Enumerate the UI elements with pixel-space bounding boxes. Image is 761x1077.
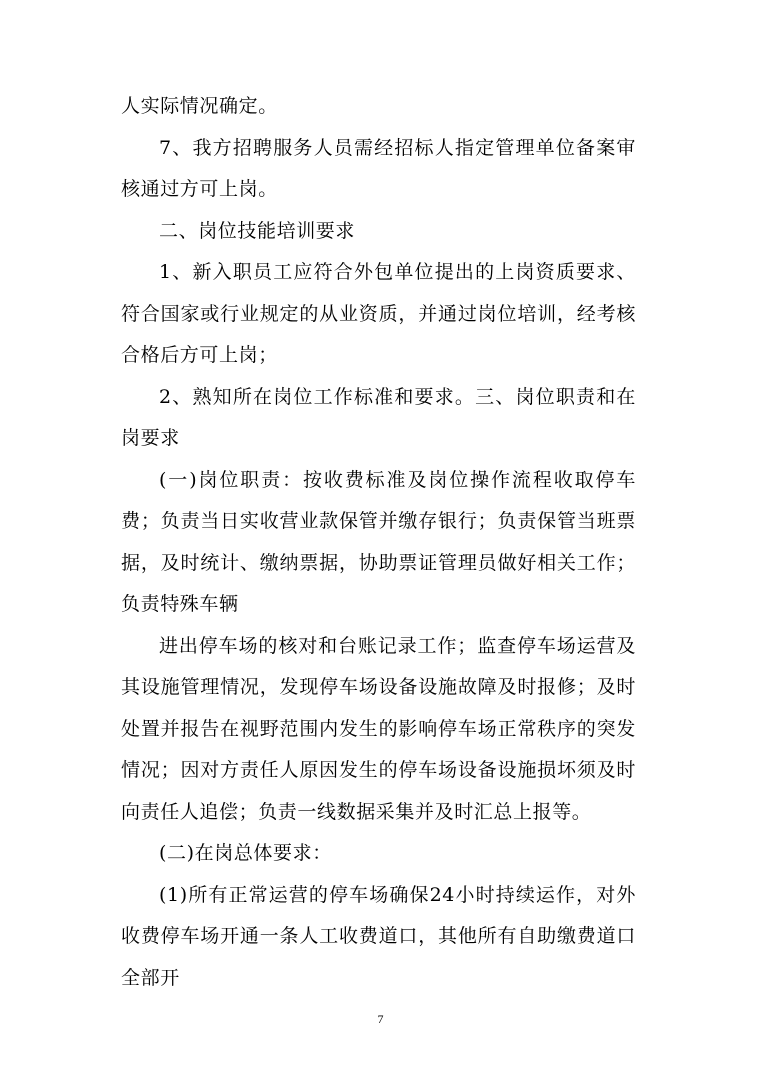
paragraph-6: (一)岗位职责：按收费标准及岗位操作流程收取停车费；负责当日实收营业款保管并缴存银行；负责保管当班票据，及时统计、缴纳票据，协助票证管理员做好相关工作；负责特殊车辆 xyxy=(121,468,636,615)
paragraph-2: 7、我方招聘服务人员需经招标人指定管理单位备案审核通过方可上岗。 xyxy=(121,136,636,200)
page-number: 7 xyxy=(377,1012,384,1026)
paragraph-9: (1)所有正常运营的停车场确保24小时持续运作，对外收费停车场开通一条人工收费道口，其他所有自助缴费道口全部开 xyxy=(121,883,636,989)
document-body xyxy=(121,86,636,999)
paragraph-5: 2、熟知所在岗位工作标准和要求。三、岗位职责和在岗要求 xyxy=(121,385,636,449)
paragraph-4: 1、新入职员工应符合外包单位提出的上岗资质要求、符合国家或行业规定的从业资质，并通过岗位培训，经考核合格后方可上岗； xyxy=(121,261,636,366)
paragraph-1: 人实际情况确定。 xyxy=(121,95,278,117)
paragraph-7: 进出停车场的核对和台账记录工作；监查停车场运营及其设施管理情况，发现停车场设备设施故障及时报修；及时处置并报告在视野范围内发生的影响停车场正常秩序的突发情况；因对方责任人原因发生的停车场设备设施损坏须及时向责任人追偿；负责一线数据采集并及时汇总上报等。 xyxy=(121,634,636,823)
paragraph-8: (二)在岗总体要求： xyxy=(159,842,332,864)
section-heading: 二、岗位技能培训要求 xyxy=(159,219,356,242)
